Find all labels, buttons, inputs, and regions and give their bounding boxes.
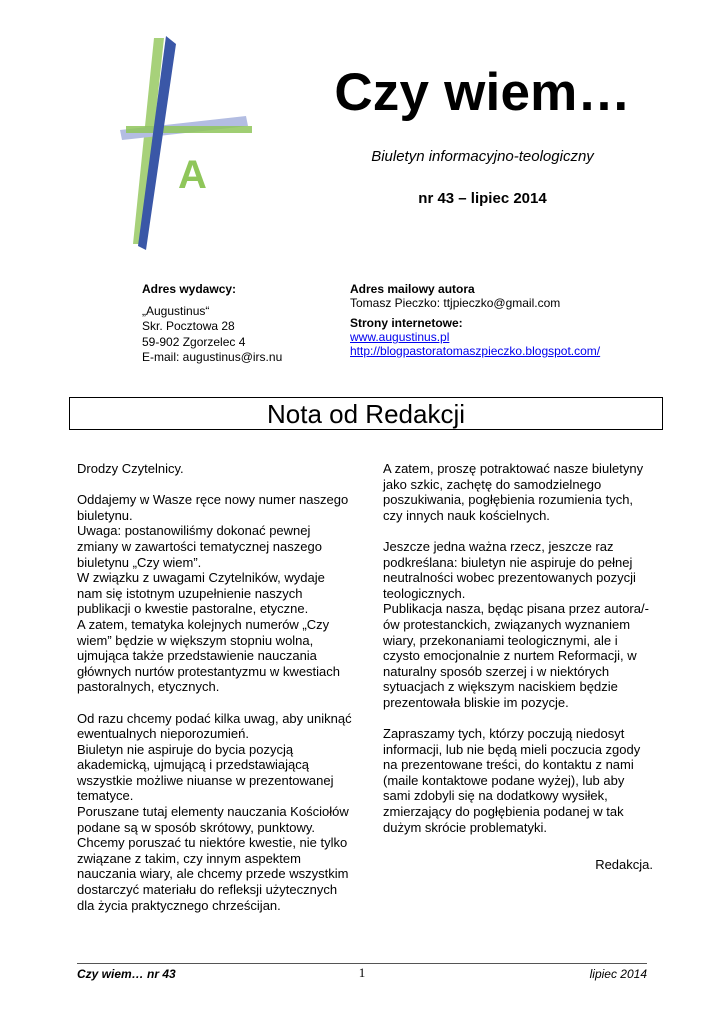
section-title: Nota od Redakcji <box>69 397 663 430</box>
website-link[interactable]: www.augustinus.pl <box>350 330 450 344</box>
paragraph: Zapraszamy tych, którzy poczują niedosyt informacji, lub nie będą mieli poczucia zgody na prezentowane treści, do kontaktu z nami (maile kontaktowe podane wyżej), lub aby sami zdobyli się na dodatkowy wysiłek, zmierzający do pogłębienia podanej w tak dużym skrócie problematyki. <box>383 726 641 835</box>
logo-letter: A <box>178 153 207 197</box>
paragraph-gap <box>77 695 352 711</box>
blog-link[interactable]: http://blogpastoratomaszpieczko.blogspot.com/ <box>350 344 601 358</box>
paragraph: A zatem, tematyka kolejnych numerów „Czy wiem” będzie w większym stopniu wolna, ujmująca także przedstawienie nauczania głównych nurtów protestantyzmu w kwestiach pastoralnych, etycznych. <box>77 616 341 695</box>
signature: Redakcja. <box>595 857 653 873</box>
paragraph: Oddajemy w Wasze ręce nowy numer naszego biuletynu. <box>77 492 349 523</box>
logo-green-bar <box>126 126 252 133</box>
paragraph: Publikacja nasza, będąc pisana przez autora/-ów protestanckich, związanych wyznaniem wiary, przekonaniami teologicznymi, ale i czysto emocjonalnie z nurtem Reformacji, w naturalny sposób szerzej i w niektórych sytuacjach z większym naciskiem będzie prezentowała bliskie im pozycje. <box>383 601 649 710</box>
paragraph: Drodzy Czytelnicy. <box>77 461 184 476</box>
page-number: 1 <box>358 965 366 980</box>
subtitle: Biuletyn informacyjno-teologiczny <box>371 148 594 165</box>
paragraph: Od razu chcemy podać kilka uwag, aby uniknąć ewentualnych nieporozumień. <box>77 710 352 742</box>
article-column-left <box>77 461 352 913</box>
paragraph: Biuletyn nie aspiruje do bycia pozycją akademicką, ujmującą i przedstawiającą wszystkie możliwe niuanse w prezentowanej tematyce. <box>77 741 334 804</box>
footer-divider <box>77 963 647 964</box>
page-footer <box>77 967 647 983</box>
paragraph-gap <box>77 477 352 493</box>
publisher-line: „Augustinus“ <box>142 303 210 318</box>
paragraph: Jeszcze jedna ważna rzecz, jeszcze raz podkreślana: biuletyn nie aspiruje do pełnej neutralności wobec prezentowanych pozycji teologicznych. <box>383 538 636 601</box>
augustinus-logo <box>118 30 258 255</box>
paragraph: W związku z uwagami Czytelników, wydaje nam się istotnym uzupełnienie naszych publikacji o kwestie pastoralne, etyczne. <box>77 570 325 617</box>
author-heading: Adres mailowy autora <box>350 282 475 296</box>
author-contact: Tomasz Pieczko: ttjpieczko@gmail.com <box>350 296 561 310</box>
author-address <box>350 282 600 358</box>
publisher-heading: Adres wydawcy: <box>142 282 237 296</box>
publisher-line: E-mail: augustinus@irs.nu <box>142 350 283 364</box>
footer-date: lipiec 2014 <box>589 967 647 981</box>
paragraph: Uwaga: postanowiliśmy dokonać pewnej zmiany w zawartości tematycznej naszego biuletynu „Czy wiem”. <box>77 523 322 570</box>
footer-title: Czy wiem… nr 43 <box>77 967 176 981</box>
publisher-line: 59-902 Zgorzelec 4 <box>142 334 246 349</box>
page-title: Czy wiem… <box>334 63 631 122</box>
websites-heading: Strony internetowe: <box>350 316 463 330</box>
article-column-right <box>383 461 653 873</box>
issue-number: nr 43 – lipiec 2014 <box>418 190 547 207</box>
paragraph: A zatem, proszę potraktować nasze biuletyny jako szkic, zachętę do samodzielnego poszukiwania, pogłębienia rozumienia tych, czy innych nauk kościelnych. <box>383 461 644 523</box>
publisher-line: Skr. Pocztowa 28 <box>142 319 235 333</box>
paragraph: Poruszane tutaj elementy nauczania Kościołów podane są w sposób skrótowy, punktowy. <box>77 804 349 835</box>
paragraph-gap <box>383 711 653 727</box>
paragraph: Chcemy poruszać tu niektóre kwestie, nie tylko związane z takim, czy innym aspektem nauczania wiary, ale chcemy przede wszystkim dostarczyć materiału do refleksji użytecznych dla życia praktycznego chrześcijan. <box>77 835 349 913</box>
paragraph-gap <box>383 523 653 539</box>
publisher-address <box>142 282 282 366</box>
